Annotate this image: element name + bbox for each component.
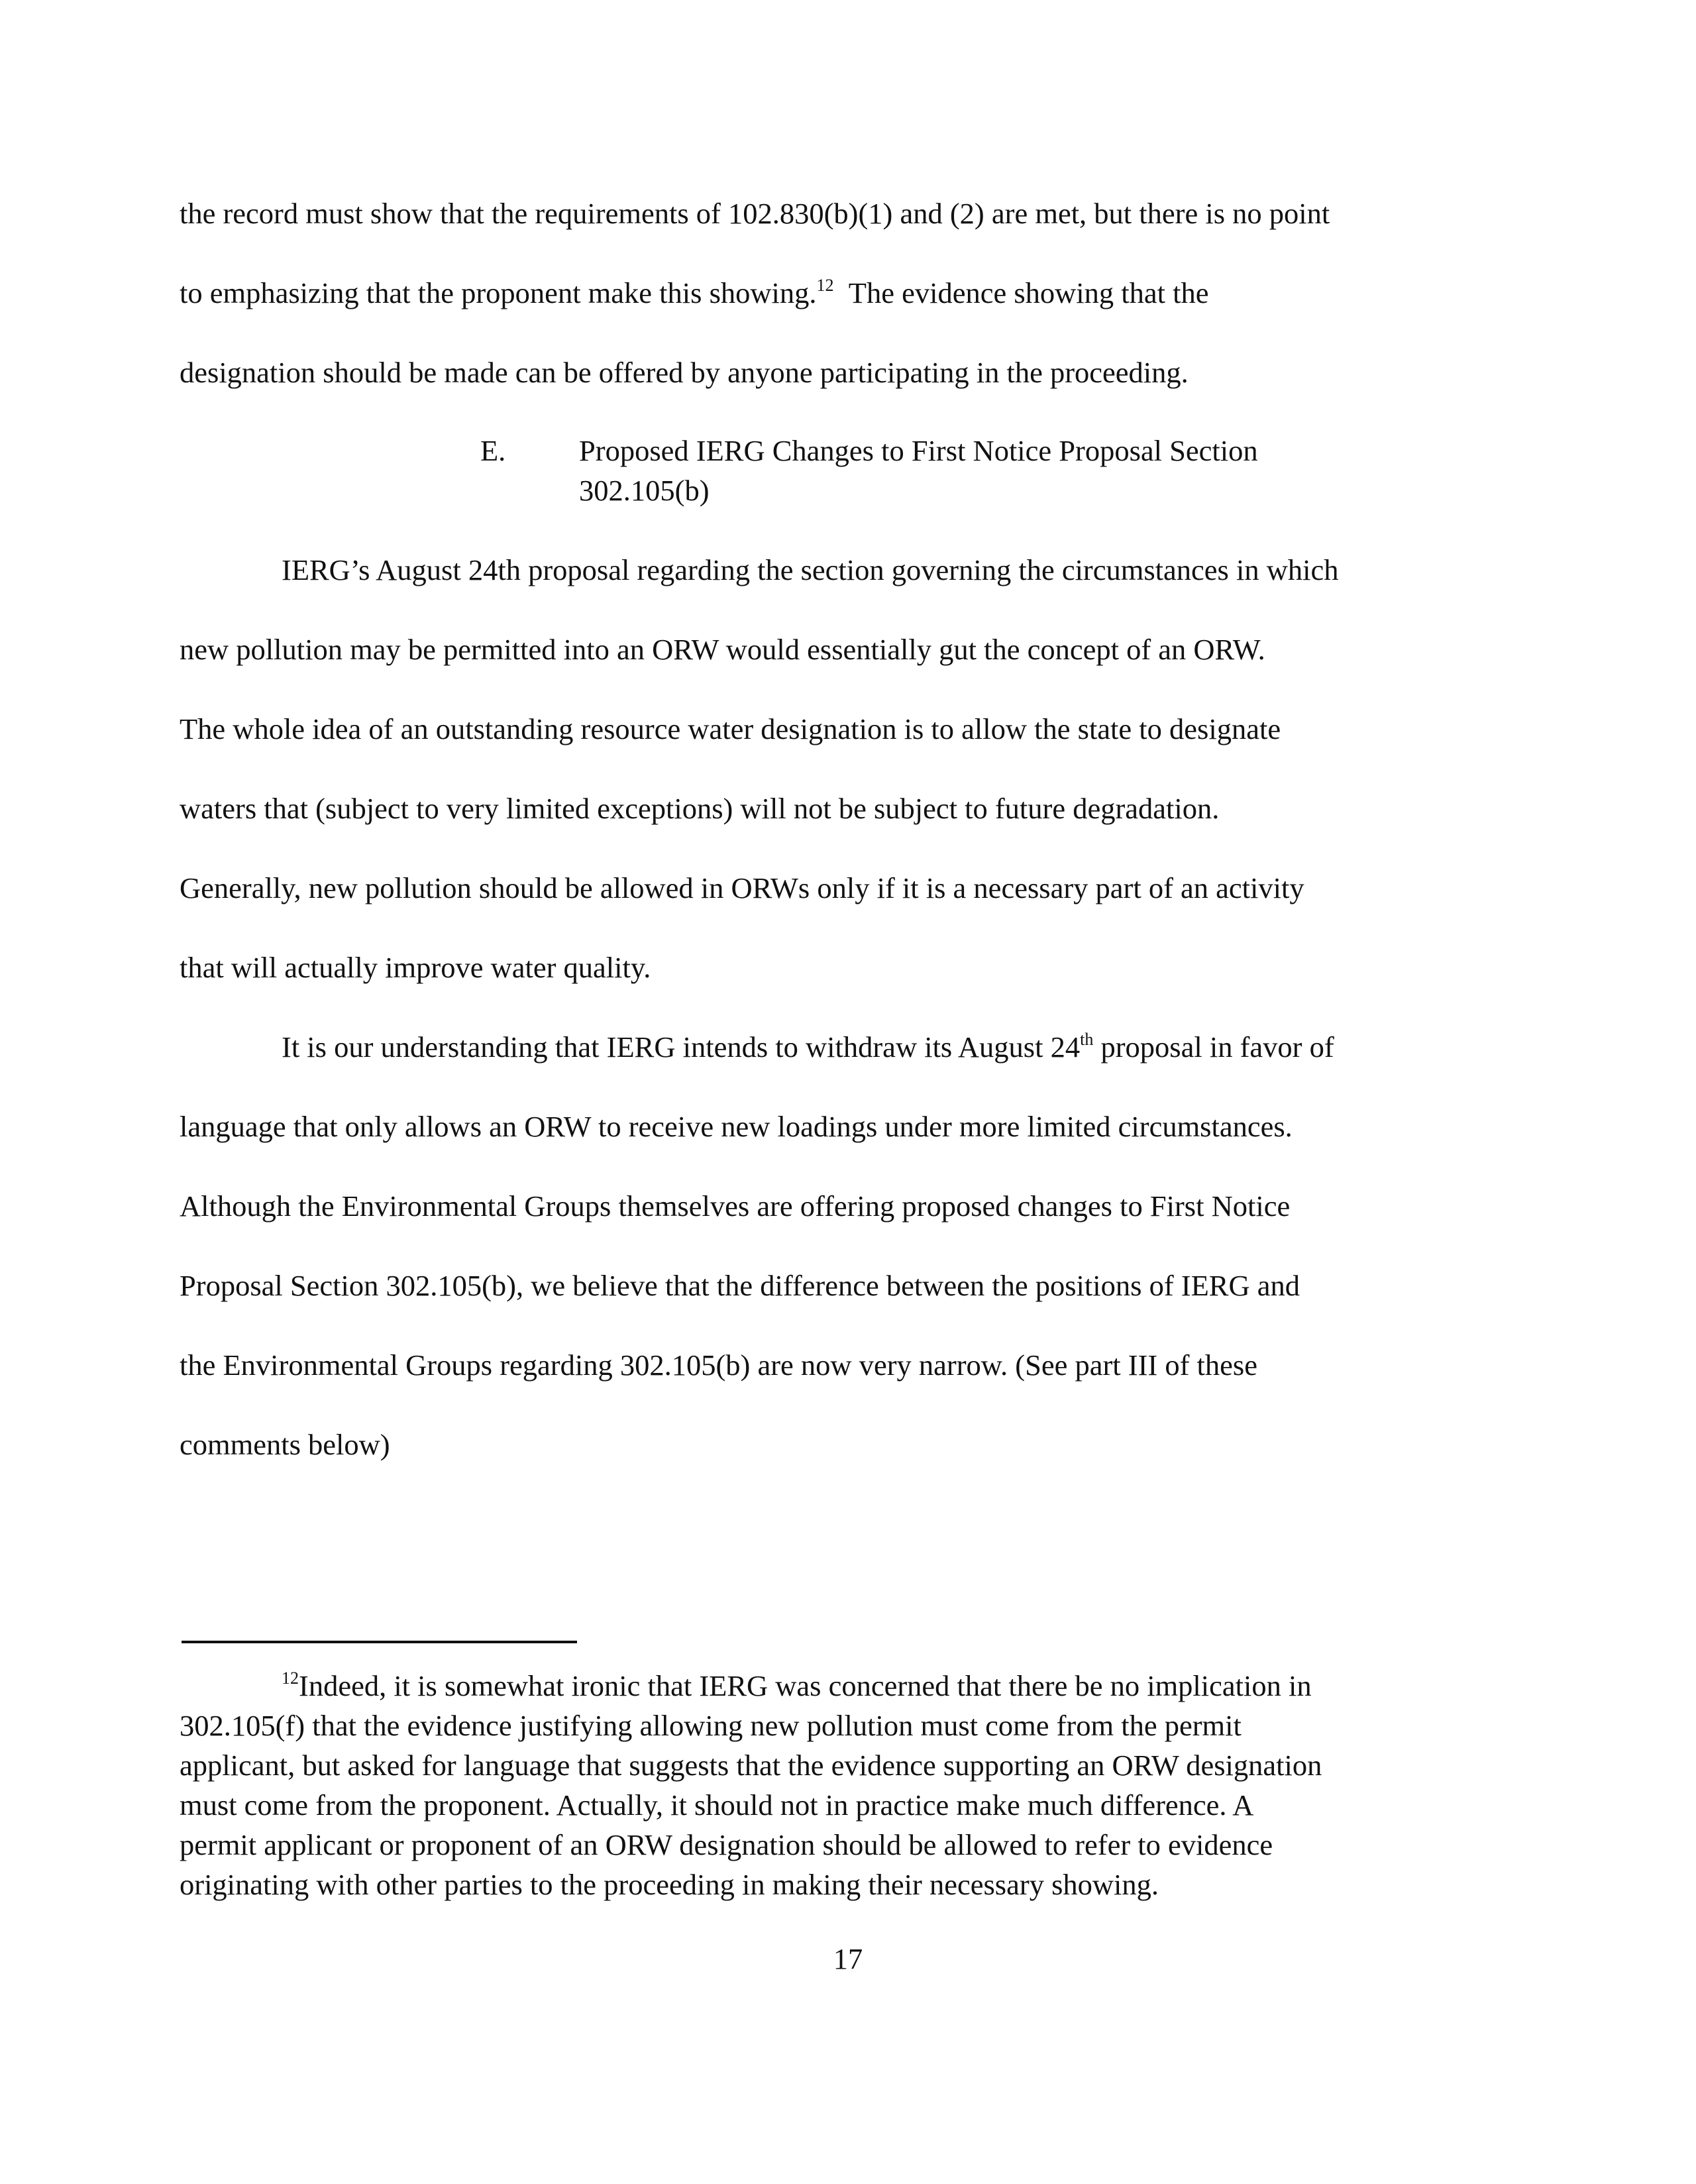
body-line: comments below) xyxy=(180,1428,390,1461)
body-line xyxy=(180,278,1209,308)
body-line: Although the Environmental Groups themselves are offering proposed changes to First Notice xyxy=(180,1189,1291,1223)
footnote-reference: 12 xyxy=(816,276,834,295)
body-line-text: The evidence showing that the xyxy=(848,276,1209,309)
footnote-line: applicant, but asked for language that suggests that the evidence supporting an ORW designation xyxy=(180,1749,1322,1782)
body-line: new pollution may be permitted into an ORW would essentially gut the concept of an ORW. xyxy=(180,633,1265,666)
body-line: Generally, new pollution should be allowed in ORWs only if it is a necessary part of an activity xyxy=(180,871,1304,904)
section-heading-line: Proposed IERG Changes to First Notice Proposal Section xyxy=(579,434,1258,467)
body-line: waters that (subject to very limited exceptions) will not be subject to future degradation. xyxy=(180,792,1220,825)
footnote-line: must come from the proponent. Actually, it should not in practice make much difference. A xyxy=(180,1788,1254,1822)
section-heading-letter: E. xyxy=(480,434,506,467)
body-line xyxy=(282,1032,1334,1062)
footnote-line: originating with other parties to the proceeding in making their necessary showing. xyxy=(180,1868,1159,1901)
footnote-separator xyxy=(182,1641,577,1643)
body-line: the Environmental Groups regarding 302.105(b) are now very narrow. (See part III of these xyxy=(180,1348,1257,1382)
body-line-text: It is our understanding that IERG intends to withdraw its August 24 xyxy=(282,1030,1081,1064)
body-line: The whole idea of an outstanding resource water designation is to allow the state to designate xyxy=(180,712,1281,745)
footnote-line xyxy=(282,1668,1312,1702)
body-line-text: proposal in favor of xyxy=(1093,1030,1334,1064)
footnote-line: permit applicant or proponent of an ORW designation should be allowed to refer to evidence xyxy=(180,1828,1273,1861)
body-line: language that only allows an ORW to receive new loadings under more limited circumstances. xyxy=(180,1110,1293,1143)
body-line: that will actually improve water quality. xyxy=(180,951,651,984)
ordinal-superscript: th xyxy=(1080,1030,1094,1049)
footnote-number: 12 xyxy=(282,1668,299,1688)
body-line-text: to emphasizing that the proponent make this showing. xyxy=(180,276,817,309)
body-line: designation should be made can be offered by anyone participating in the proceeding. xyxy=(180,356,1189,389)
body-line: Proposal Section 302.105(b), we believe that the difference between the positions of IERG and xyxy=(180,1269,1300,1302)
body-line: the record must show that the requirements of 102.830(b)(1) and (2) are met, but there is no point xyxy=(180,197,1330,230)
footnote-line: 302.105(f) that the evidence justifying allowing new pollution must come from the permit xyxy=(180,1709,1242,1742)
footnote-line-text: Indeed, it is somewhat ironic that IERG was concerned that there be no implication in xyxy=(299,1669,1312,1702)
body-line: IERG’s August 24th proposal regarding the section governing the circumstances in which xyxy=(282,553,1339,586)
section-heading-line: 302.105(b) xyxy=(579,474,710,507)
page-number: 17 xyxy=(833,1942,863,1975)
